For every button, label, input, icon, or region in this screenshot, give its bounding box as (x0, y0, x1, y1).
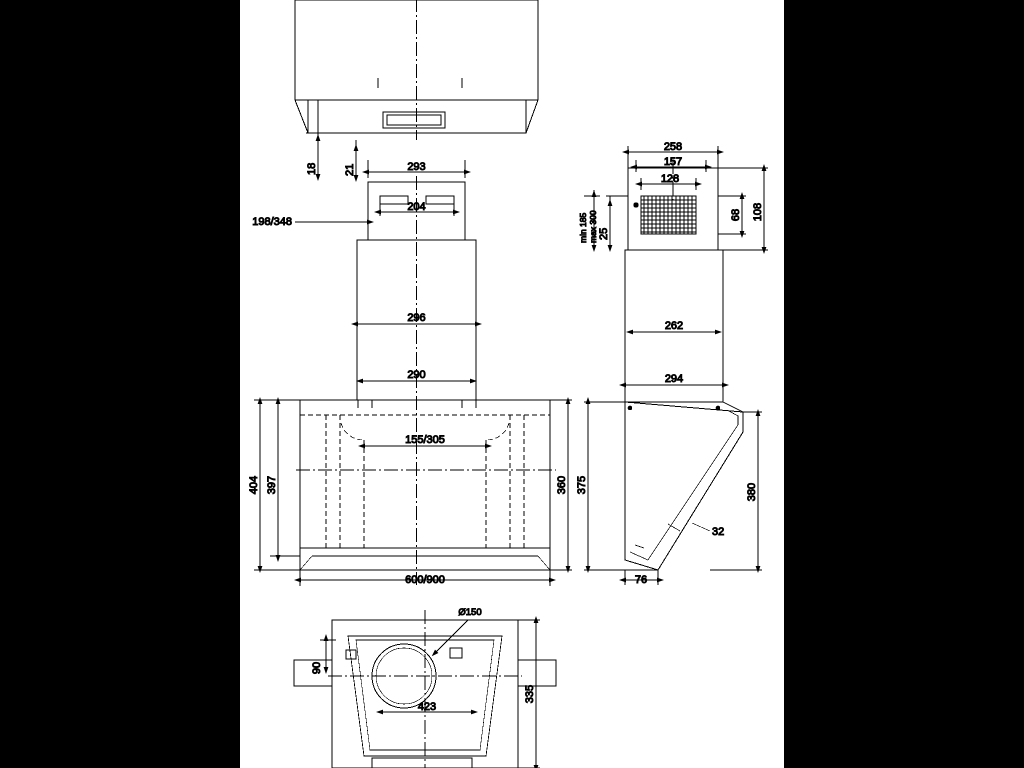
dim-label-18: 18 (306, 162, 318, 175)
technical-drawing-svg (240, 0, 784, 768)
dim-label-360: 360 (556, 475, 568, 495)
dim-label-335: 335 (524, 684, 536, 704)
dim-label-diameter-150: Ø150 (458, 607, 482, 618)
dim-label-404: 404 (248, 475, 260, 495)
dim-label-128: 128 (660, 173, 680, 185)
dim-label-76: 76 (634, 574, 648, 586)
dim-label-21: 21 (344, 163, 356, 176)
dim-label-296: 296 (407, 312, 426, 324)
dim-label-68: 68 (730, 208, 742, 222)
side-view-geometry (625, 160, 743, 570)
dim-label-204: 204 (407, 201, 426, 213)
dim-label-294: 294 (664, 373, 684, 385)
dim-label-min-185: min 185 (578, 212, 588, 243)
dim-label-375: 375 (576, 475, 588, 495)
dim-375 (584, 402, 626, 570)
dim-32 (692, 523, 710, 531)
drawing-sheet (240, 0, 784, 768)
dim-label-600-900: 600/900 (405, 574, 445, 586)
dim-label-108: 108 (752, 202, 764, 222)
top-view-geometry (295, 0, 538, 140)
dim-label-258: 258 (663, 141, 683, 153)
dim-label-155-305: 155/305 (405, 434, 445, 446)
bottom-view-geometry (294, 610, 556, 768)
dim-label-423: 423 (417, 701, 437, 713)
dim-label-290: 290 (407, 369, 426, 381)
dim-label-380: 380 (746, 482, 758, 502)
dim-label-397: 397 (266, 475, 278, 495)
dim-label-25: 25 (598, 227, 610, 240)
dim-label-157: 157 (663, 156, 683, 168)
dim-25 (606, 196, 628, 250)
dim-label-198-348: 198/348 (252, 216, 292, 228)
dim-label-90: 90 (311, 661, 323, 675)
dim-label-262: 262 (664, 320, 684, 332)
dim-label-32: 32 (712, 526, 725, 538)
dim-label-max-300: max 300 (588, 210, 598, 243)
dim-label-293: 293 (407, 161, 426, 173)
